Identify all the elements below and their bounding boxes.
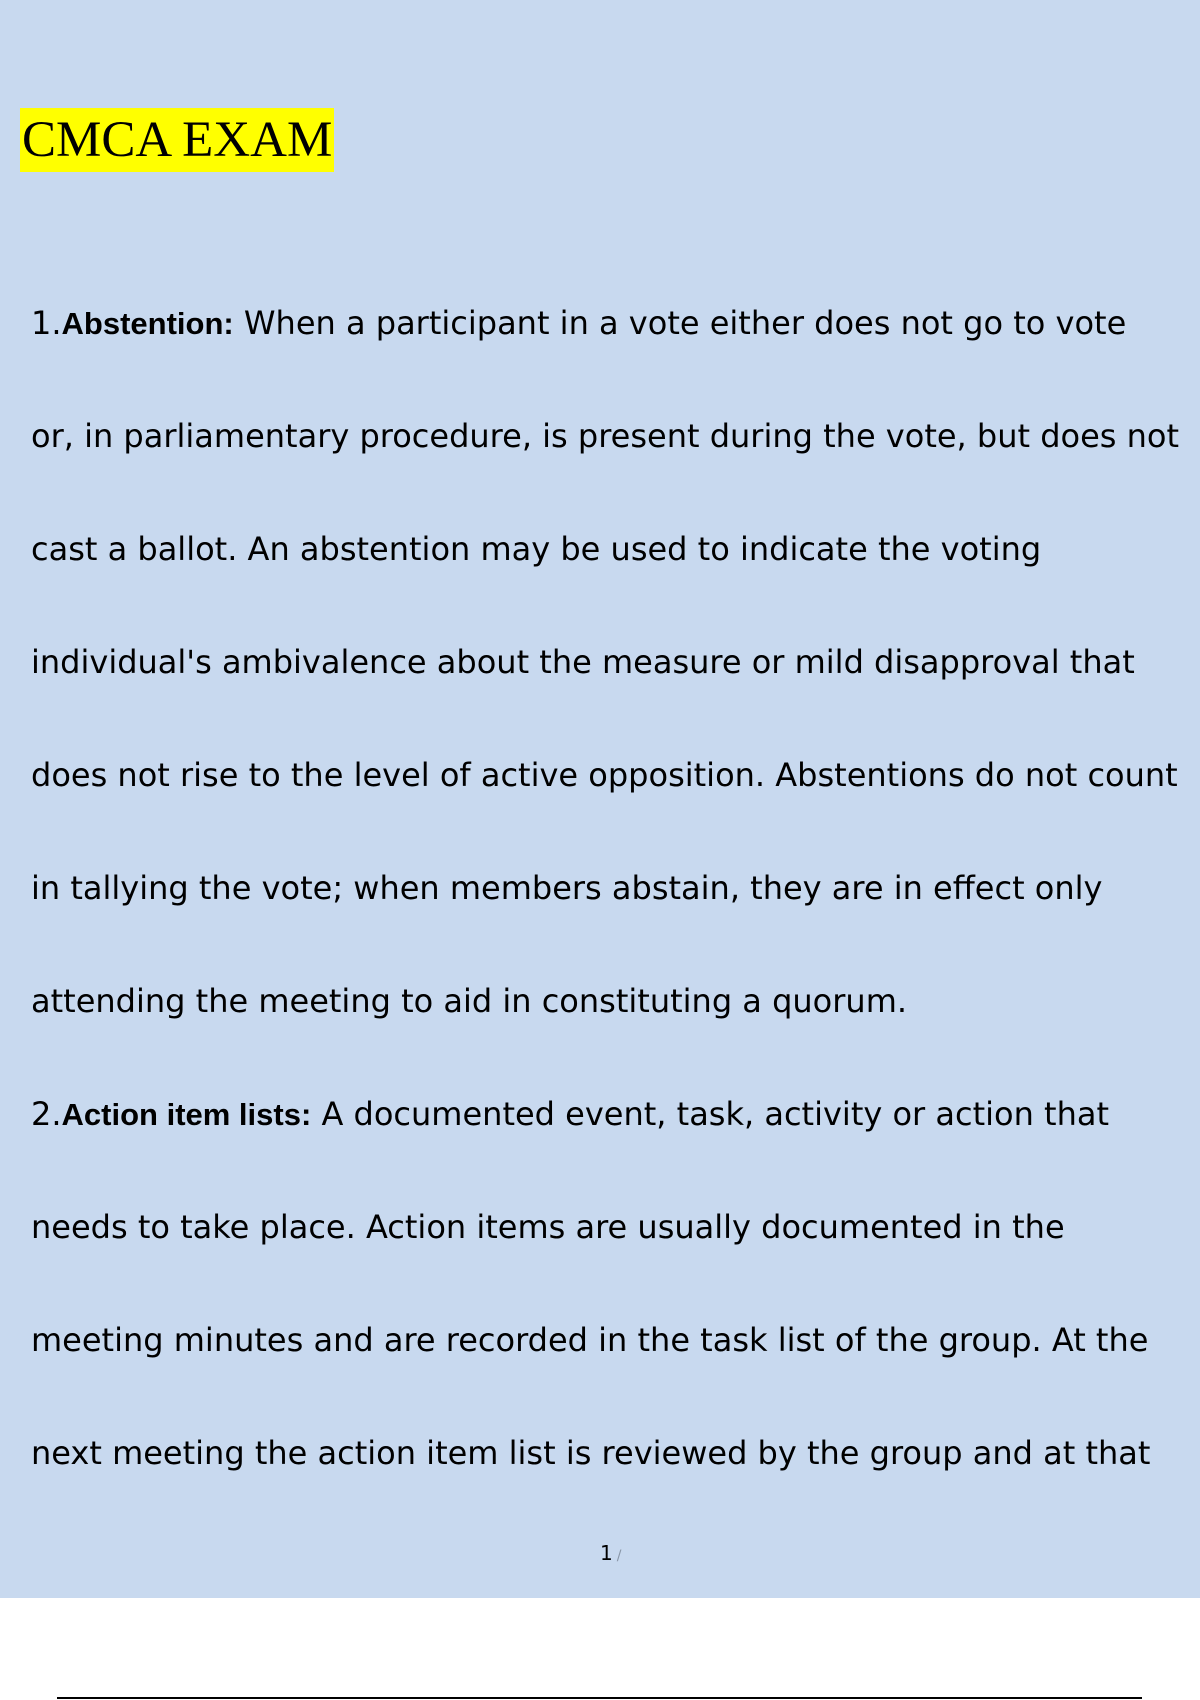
entry-2-first-line bbox=[31, 1094, 1109, 1135]
entry-1-first-line bbox=[31, 303, 1126, 344]
entry-text-line: cast a ballot. An abstention may be used to indicate the voting bbox=[31, 530, 1042, 568]
entry-text: A documented event, task, activity or action that bbox=[311, 1095, 1110, 1133]
entry-text-line: attending the meeting to aid in constituting a quorum. bbox=[31, 982, 908, 1020]
bottom-divider bbox=[57, 1697, 1142, 1699]
page-number-value: 1 bbox=[600, 1541, 613, 1565]
entry-text-line: in tallying the vote; when members abstain, they are in effect only bbox=[31, 869, 1103, 907]
entry-text: When a participant in a vote either does not go to vote bbox=[233, 304, 1127, 342]
page-number bbox=[600, 1541, 621, 1565]
entry-term: Action item lists: bbox=[61, 1097, 312, 1132]
entry-text-line: does not rise to the level of active opposition. Abstentions do not count bbox=[31, 756, 1178, 794]
entry-text-line: or, in parliamentary procedure, is present during the vote, but does not bbox=[31, 417, 1180, 455]
document-title: CMCA EXAM bbox=[20, 108, 334, 172]
entry-number: 1. bbox=[31, 304, 62, 342]
entry-text-line: next meeting the action item list is reviewed by the group and at that bbox=[31, 1434, 1151, 1472]
page-number-separator: / bbox=[616, 1548, 622, 1564]
entry-term: Abstention: bbox=[61, 306, 234, 341]
entry-text-line: needs to take place. Action items are usually documented in the bbox=[31, 1208, 1065, 1246]
entry-text-line: individual's ambivalence about the measure or mild disapproval that bbox=[31, 643, 1135, 681]
entry-number: 2. bbox=[31, 1095, 62, 1133]
entry-text-line: meeting minutes and are recorded in the task list of the group. At the bbox=[31, 1321, 1149, 1359]
